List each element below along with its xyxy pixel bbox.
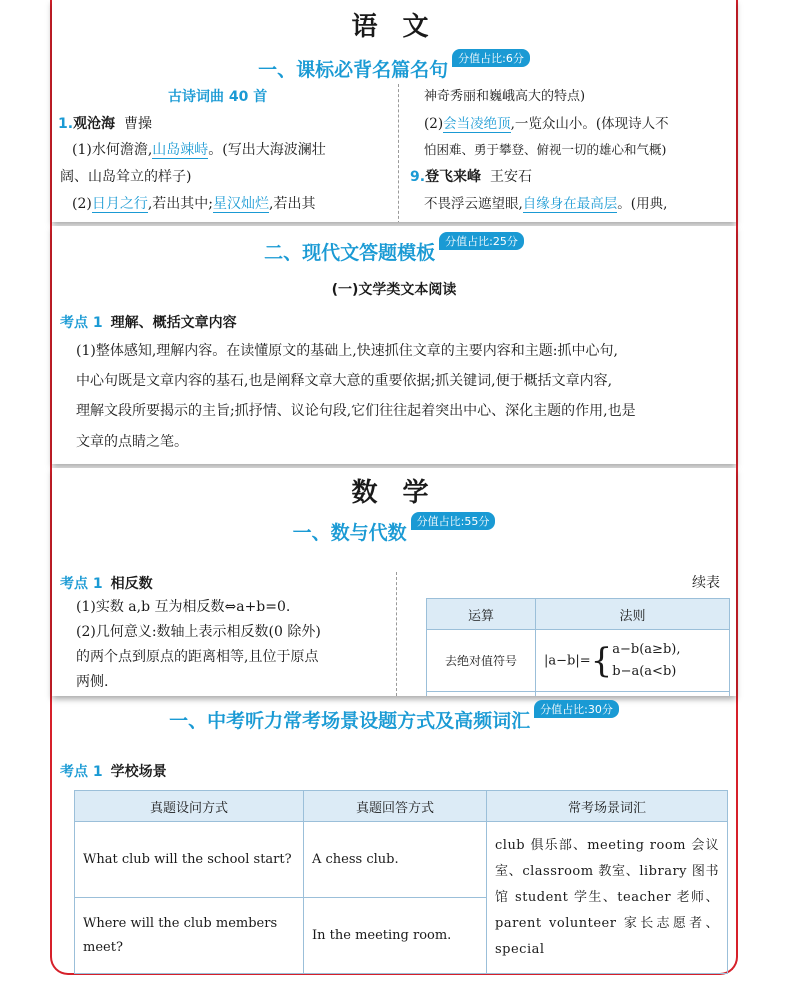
english-card bbox=[52, 700, 736, 975]
table-header: 法则 bbox=[536, 599, 730, 630]
text: 不畏浮云遮望眼, bbox=[424, 196, 523, 212]
keypoint-title: 学校场景 bbox=[110, 764, 167, 780]
paragraph-line: 文章的点睛之笔。 bbox=[76, 434, 188, 450]
poem-9-title bbox=[410, 164, 532, 190]
text: 。(写出大海波澜壮 bbox=[208, 142, 326, 158]
keypoint-label: 考点 1 bbox=[60, 315, 103, 331]
answer-cell: A chess club. bbox=[304, 822, 487, 898]
poem-number: 1. bbox=[58, 116, 74, 132]
poem-title: 登飞来峰 bbox=[425, 169, 482, 185]
text: (1)水何澹澹, bbox=[72, 142, 153, 158]
text: 。(用典, bbox=[617, 196, 668, 212]
table-header: 真题回答方式 bbox=[304, 791, 487, 822]
reading-card bbox=[52, 226, 736, 464]
formula-cases bbox=[612, 639, 680, 683]
formula-case: a−b(a≥b), bbox=[612, 641, 681, 657]
answer-underline: 日月之行 bbox=[91, 196, 148, 212]
answer-underline: 会当凌绝顶 bbox=[443, 116, 511, 132]
question-cell: What club will the school start? bbox=[75, 822, 304, 898]
formula-case: b−a(a<b) bbox=[612, 663, 677, 679]
table-header: 运算 bbox=[427, 599, 536, 630]
math-subject-title: 数 学 bbox=[351, 478, 437, 508]
section-title-text: 二、现代文答题模板 bbox=[264, 242, 436, 264]
text: ,一览众山小。(体现诗人不 bbox=[510, 116, 669, 132]
poem-line: 怕困难、勇于攀登、俯视一切的雄心和气概) bbox=[424, 142, 667, 157]
poem-line bbox=[424, 111, 669, 137]
table-cell: 去绝对值符号 bbox=[427, 630, 536, 692]
table-header: 真题设问方式 bbox=[75, 791, 304, 822]
subsection-title: (一)文学类文本阅读 bbox=[331, 282, 457, 298]
table-header: 常考场景词汇 bbox=[487, 791, 728, 822]
answer-underline: 山岛竦峙 bbox=[152, 142, 209, 158]
keypoint-heading bbox=[60, 312, 237, 332]
english-table bbox=[74, 790, 728, 974]
table-header-row bbox=[427, 599, 730, 630]
math-section1-title bbox=[52, 515, 736, 545]
keypoint-title: 相反数 bbox=[110, 576, 153, 592]
poem-line bbox=[72, 137, 326, 163]
math-line: 两侧. bbox=[76, 674, 109, 690]
keypoint-label: 考点 1 bbox=[60, 576, 103, 592]
chinese-subject-title: 语 文 bbox=[351, 12, 437, 42]
answer-underline: 星汉灿烂 bbox=[213, 196, 270, 212]
table-row bbox=[427, 630, 730, 692]
score-badge: 分值占比:6分 bbox=[452, 49, 530, 67]
poem-line bbox=[72, 191, 315, 217]
poem-author: 曹操 bbox=[123, 116, 152, 132]
math-table bbox=[426, 598, 730, 696]
keypoint-title: 理解、概括文章内容 bbox=[110, 315, 237, 331]
brace-icon: { bbox=[590, 640, 613, 681]
column-divider bbox=[398, 84, 399, 222]
table-header-row bbox=[75, 791, 728, 822]
continued-label: 续表 bbox=[692, 575, 720, 591]
poem-title: 观沧海 bbox=[73, 116, 116, 132]
answer-cell: In the meeting room. bbox=[304, 898, 487, 974]
poem-author: 王安石 bbox=[489, 169, 532, 185]
answer-underline: 自缘身在最高层 bbox=[522, 196, 618, 212]
math-card bbox=[52, 468, 736, 696]
table-cell bbox=[427, 692, 536, 697]
paragraph-line: 中心句既是文章内容的基石,也是阐释文章大意的重要依据;抓关键词,便于概括文章内容, bbox=[76, 373, 613, 389]
section-title-text: 一、课标必背名篇名句 bbox=[258, 59, 449, 81]
english-section1-title bbox=[52, 703, 736, 733]
paragraph-line: 理解文段所要揭示的主旨;抓抒情、议论句段,它们往往起着突出中心、深化主题的作用,也是 bbox=[76, 403, 636, 419]
vocab-cell: club 俱乐部、meeting room 会议室、classroom 教室、library 图书馆 student 学生、teacher 老师、parent volunteer 家长志愿者、special bbox=[487, 822, 728, 974]
score-badge: 分值占比:25分 bbox=[439, 232, 524, 250]
poem-line: 阔、山岛耸立的样子) bbox=[60, 169, 192, 185]
math-line: 的两个点到原点的距离相等,且位于原点 bbox=[76, 649, 319, 665]
poem-number: 9. bbox=[410, 169, 426, 185]
chinese-section2-title bbox=[52, 235, 736, 265]
keypoint-heading bbox=[60, 573, 153, 593]
math-line: (1)实数 a,b 互为相反数⇔a+b=0. bbox=[76, 599, 291, 615]
table-cell bbox=[536, 630, 730, 692]
poem-line: 神奇秀丽和巍峨高大的特点) bbox=[424, 89, 586, 104]
text: ,若出其中; bbox=[147, 196, 214, 212]
question-cell: Where will the club members meet? bbox=[75, 898, 304, 974]
chinese-card bbox=[52, 0, 736, 222]
score-badge: 分值占比:30分 bbox=[534, 700, 619, 718]
keypoint-heading bbox=[60, 761, 167, 781]
formula-left: |a−b|= bbox=[544, 653, 591, 668]
poems-heading-text: 古诗词曲 40 首 bbox=[168, 89, 268, 105]
text: ,若出其 bbox=[269, 196, 316, 212]
table-cell bbox=[536, 692, 730, 697]
math-line: (2)几何意义:数轴上表示相反数(0 除外) bbox=[76, 624, 321, 640]
section-title-text: 一、数与代数 bbox=[292, 522, 407, 544]
section-title-text: 一、中考听力常考场景设题方式及高频词汇 bbox=[169, 710, 531, 732]
poems-heading bbox=[168, 84, 267, 110]
keypoint-label: 考点 1 bbox=[60, 764, 103, 780]
chinese-section1-title bbox=[52, 52, 736, 82]
score-badge: 分值占比:55分 bbox=[411, 512, 496, 530]
table-row bbox=[427, 692, 730, 697]
table-row bbox=[75, 822, 728, 898]
text: (2) bbox=[72, 196, 92, 212]
column-divider bbox=[396, 572, 397, 696]
poem-line bbox=[424, 191, 667, 217]
paragraph-line: (1)整体感知,理解内容。在读懂原文的基础上,快速抓住文章的主要内容和主题:抓中心句, bbox=[76, 343, 618, 359]
poem-1-title bbox=[58, 111, 152, 137]
text: (2) bbox=[424, 116, 444, 132]
